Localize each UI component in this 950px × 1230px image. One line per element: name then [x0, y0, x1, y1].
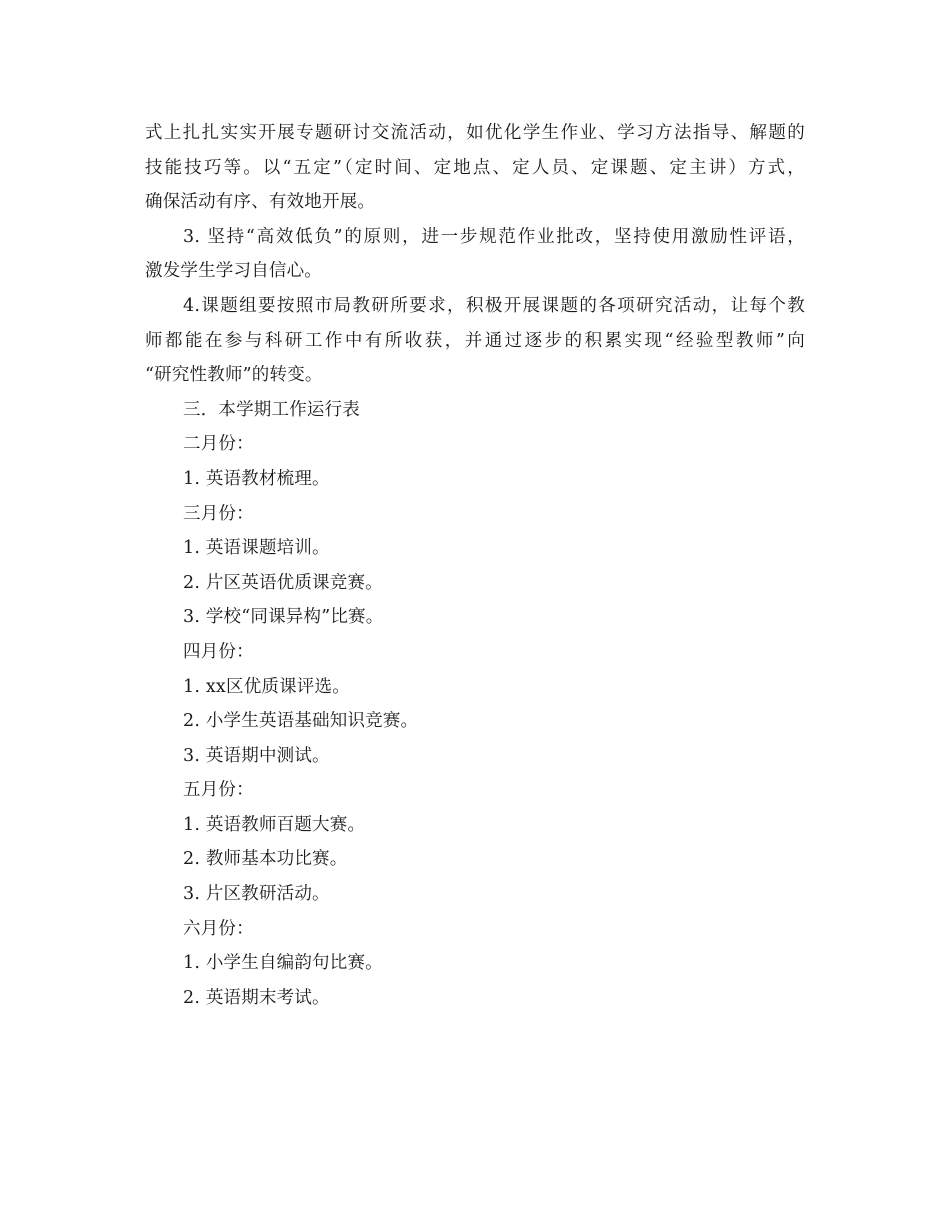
paragraph-line: 4.课题组要按照市局教研所要求，积极开展课题的各项研究活动，让每个教 — [183, 295, 805, 316]
month-label: 六月份： — [183, 918, 254, 939]
schedule-item: 3. 片区教研活动。 — [183, 884, 330, 905]
schedule-item: 3. 学校“同课异构”比赛。 — [183, 607, 384, 628]
paragraph-homework-principle — [145, 220, 805, 289]
schedule-item: 2. 教师基本功比赛。 — [183, 849, 348, 870]
schedule-item: 1. 小学生自编韵句比赛。 — [183, 953, 383, 974]
schedule-item: 2. 片区英语优质课竞赛。 — [183, 572, 383, 593]
schedule-item: 1. 英语教材梳理。 — [183, 468, 330, 489]
schedule-item: 1. 英语教师百题大赛。 — [183, 814, 366, 835]
schedule-month-june — [145, 912, 805, 1016]
paragraph-line: “研究性教师”的转变。 — [145, 365, 323, 386]
paragraph-line: 技能技巧等。以“五定”（定时间、定地点、定人员、定课题、定主讲）方式， — [145, 157, 805, 178]
paragraph-line: 确保活动有序、有效地开展。 — [145, 192, 376, 213]
paragraph-line: 激发学生学习自信心。 — [145, 261, 322, 282]
schedule-item: 2. 小学生英语基础知识竞赛。 — [183, 711, 419, 732]
schedule-item: 1. 英语课题培训。 — [183, 538, 330, 559]
schedule-item: 1. xx区优质课评选。 — [183, 676, 350, 697]
schedule-item: 3. 英语期中测试。 — [183, 745, 330, 766]
schedule-month-february — [145, 427, 805, 496]
paragraph-line: 式上扎扎实实开展专题研讨交流活动，如优化学生作业、学习方法指导、解题的 — [145, 123, 805, 143]
schedule-month-may — [145, 773, 805, 911]
paragraph-research-group — [145, 289, 805, 393]
paragraph-line: 师都能在参与科研工作中有所收获，并通过逐步的积累实现“经验型教师”向 — [145, 330, 805, 351]
month-label: 五月份： — [183, 780, 254, 801]
schedule-item: 2. 英语期末考试。 — [183, 987, 330, 1008]
month-label: 四月份： — [183, 641, 254, 662]
paragraph-activity-methods — [145, 116, 805, 220]
paragraph-line: 3. 坚持“高效低负”的原则，进一步规范作业批改，坚持使用激励性评语， — [183, 226, 805, 247]
document-body — [145, 116, 805, 1015]
section-heading-schedule: 三．本学期工作运行表 — [183, 399, 360, 420]
month-label: 二月份： — [183, 434, 254, 455]
month-label: 三月份： — [183, 503, 254, 524]
schedule-month-march — [145, 497, 805, 635]
schedule-month-april — [145, 635, 805, 773]
